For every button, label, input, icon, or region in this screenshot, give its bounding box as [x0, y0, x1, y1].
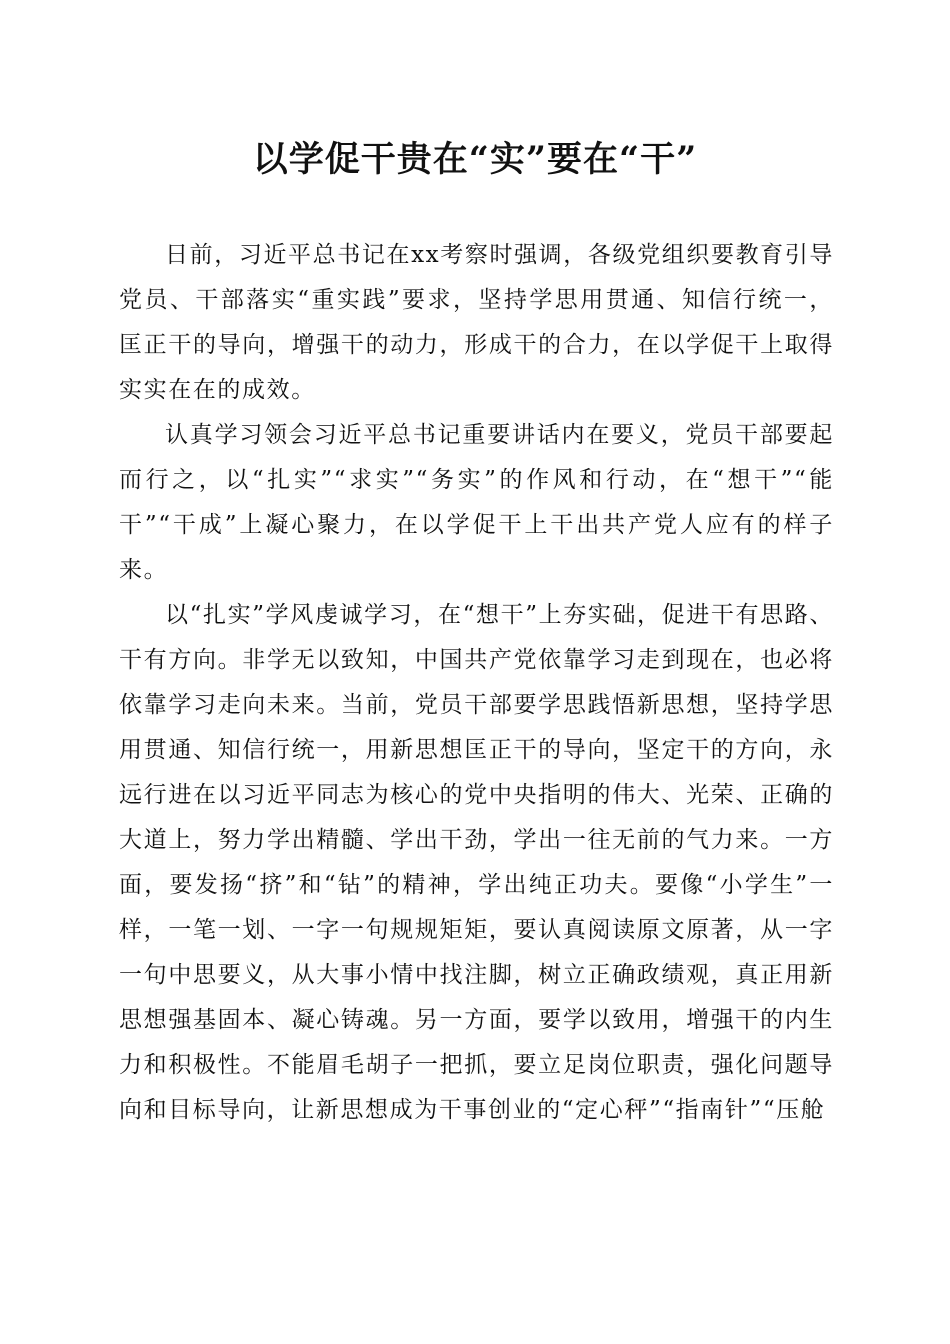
- paragraph-3: 以“扎实”学风虔诚学习，在“想干”上夯实础，促进干有思路、干有方向。非学无以致知，中国共产党依靠学习走到现在，也必将依靠学习走向未来。当前，党员干部要学思践悟新思想，坚持学思用贯通、知信行统一，用新思想匡正干的导向，坚定干的方向，永远行进在以习近平同志为核心的党中央指明的伟大、光荣、正确的大道上，努力学出精髓、学出干劲，学出一往无前的气力来。一方面，要发扬“挤”和“钻”的精神，学出纯正功夫。要像“小学生”一样，一笔一划、一字一句规规矩矩，要认真阅读原文原著，从一字一句中思要义，从大事小情中找注脚，树立正确政绩观，真正用新思想强基固本、凝心铸魂。另一方面，要学以致用，增强干的内生力和积极性。不能眉毛胡子一把抓，要立足岗位职责，强化问题导向和目标导向，让新思想成为干事创业的“定心秤”“指南针”“压舱: [119, 602, 834, 1123]
- document-title: 以学促干贵在“实”要在“干”: [252, 139, 698, 180]
- paragraph-1: 日前，习近平总书记在xx考察时强调，各级党组织要教育引导党员、干部落实“重实践”要求，坚持学思用贯通、知信行统一，匡正干的导向，增强干的动力，形成干的合力，在以学促干上取得实实在在的成效。: [119, 242, 834, 403]
- paragraph-2: 认真学习领会习近平总书记重要讲话内在要义，党员干部要起而行之，以“扎实”“求实”“务实”的作风和行动，在“想干”“能干”“干成”上凝心聚力，在以学促干上干出共产党人应有的样子来。: [119, 422, 834, 583]
- document-body: [119, 233, 834, 1133]
